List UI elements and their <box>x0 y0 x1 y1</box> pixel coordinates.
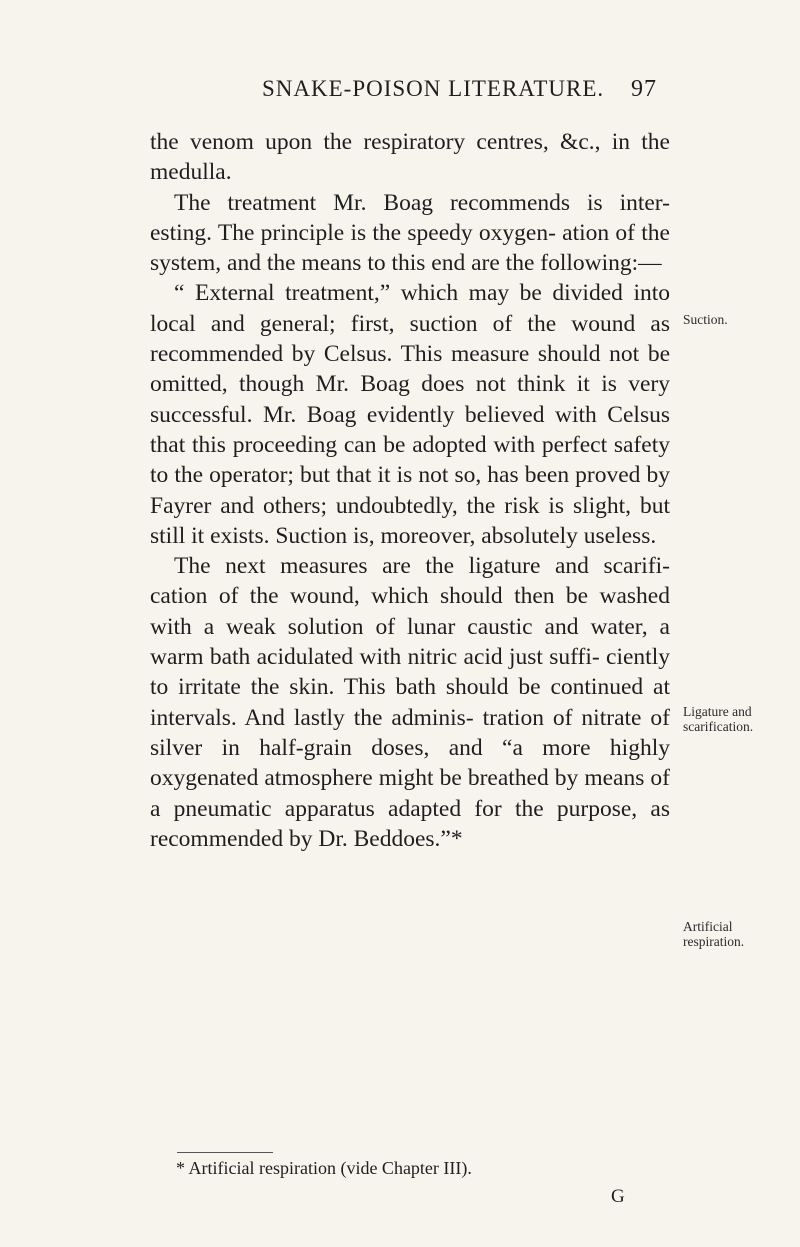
paragraph-external-treatment: “ External treatment,” which may be divided into local and general; first, suction of the wound as recommended by Celsus. This measure should not be omitted, though Mr. Boag does not think it is very successful. Mr. Boag evidently believed with Celsus that this proceeding can be adopted with perfect safety to the operator; but that it is not so, has been proved by Fayrer and others; undoubtedly, the risk is slight, but still it exists. Suction is, moreover, absolutely useless. <box>150 280 670 549</box>
paragraph-continuation: the venom upon the respiratory centres, &c., in the medulla. <box>150 129 670 186</box>
margin-note-artificial-respiration: Artificial respiration. <box>683 919 745 949</box>
margin-note-suction: Suction. <box>683 312 728 327</box>
body-text <box>150 127 670 854</box>
footnote-rule <box>177 1152 273 1153</box>
printer-signature-mark: G <box>611 1186 625 1207</box>
margin-note-ligature: Ligature and scarification. <box>683 704 754 734</box>
footnote: * Artificial respiration (vide Chapter III). <box>176 1158 472 1178</box>
page-number: 97 <box>631 76 657 102</box>
running-title: SNAKE-POISON LITERATURE. <box>262 76 605 101</box>
paragraph-treatment-intro: The treatment Mr. Boag recommends is inter- esting. The principle is the speedy oxygen- ation of the system, and the means to this end are the following:— <box>150 189 670 277</box>
paragraph-next-measures: The next measures are the ligature and scarifi- cation of the wound, which should then be washed with a weak solution of lunar caustic and water, a warm bath acidulated with nitric acid just suffi- ciently to irritate the skin. This bath should be continued at intervals. And lastly the adminis- tration of nitrate of silver in half-grain doses, and “a more highly oxygenated atmosphere might be breathed by means of a pneumatic apparatus adapted for the purpose, as recommended by Dr. Beddoes.”* <box>150 553 670 852</box>
